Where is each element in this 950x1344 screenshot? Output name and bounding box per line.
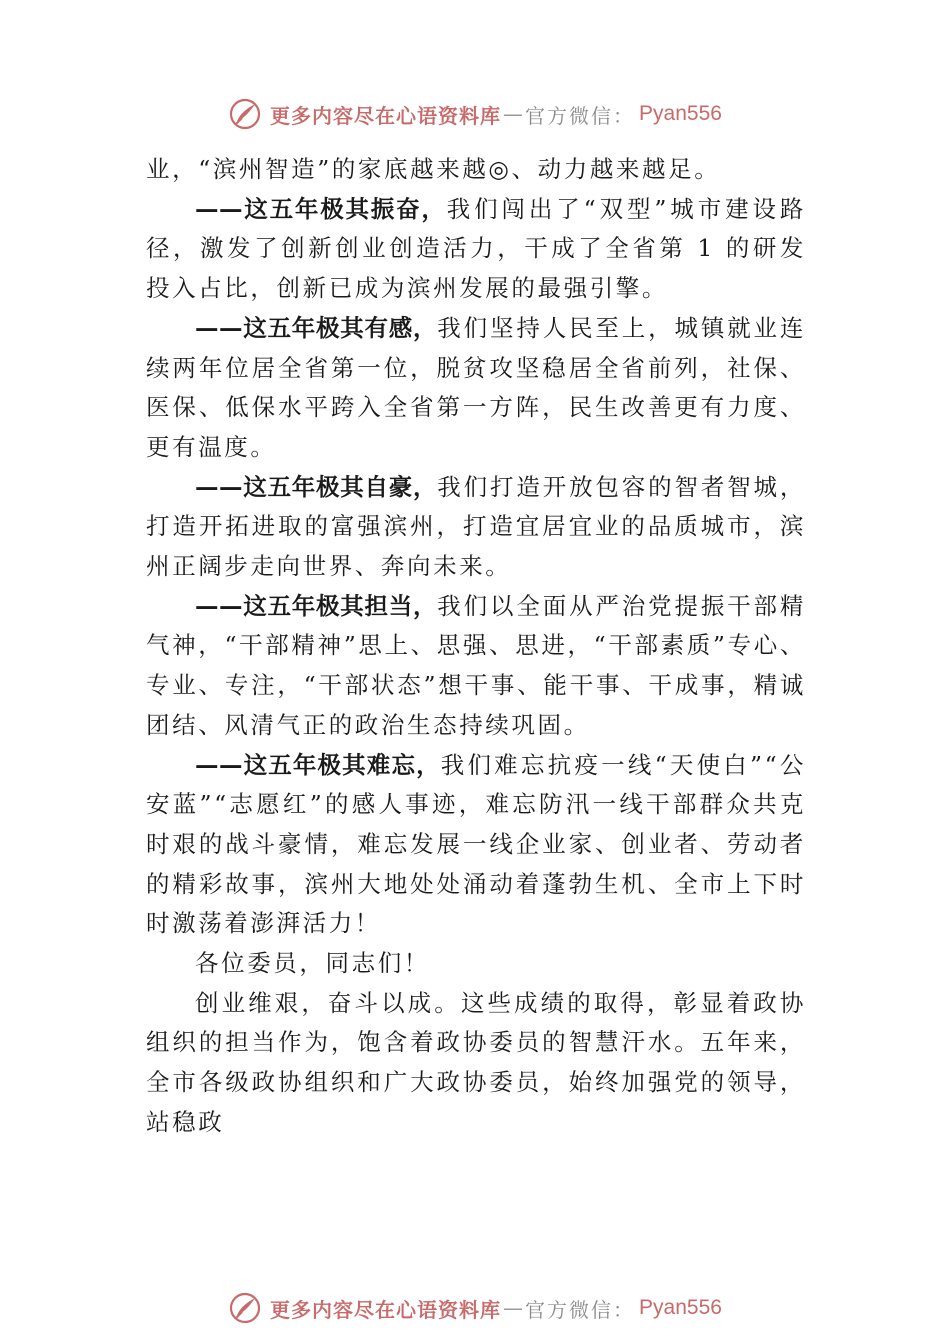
header-wechat-id: Pyan556	[639, 102, 722, 125]
header-banner	[0, 94, 950, 134]
document-body	[146, 150, 806, 1143]
paragraph-2-text: 我们闯出了“双型”城市建设路径，激发了创新创业创造活力，干成了全省第 1 的研发投入占比，创新已成为滨州发展的最强引擎。	[146, 194, 806, 303]
header-dash: —	[503, 102, 524, 126]
paragraph-6-lead: ——这五年极其难忘，	[195, 750, 441, 779]
paragraph-2	[146, 190, 806, 309]
paragraph-8	[146, 984, 806, 1143]
paragraph-1	[146, 150, 806, 190]
paragraph-5	[146, 587, 806, 746]
paragraph-3-lead: ——这五年极其有感，	[195, 313, 438, 342]
paragraph-6-text: 我们难忘抗疫一线“天使白”“公安蓝”“志愿红”的感人事迹，难忘防汛一线干部群众共克时艰的战斗豪情，难忘发展一线企业家、创业者、劳动者的精彩故事，滨州大地处处涌动着蓬勃生机、全市上下时时激荡着澎湃活力！	[146, 750, 807, 938]
paragraph-7-text: 各位委员，同志们！	[195, 949, 430, 978]
paragraph-4-lead: ——这五年极其自豪，	[195, 472, 438, 501]
paragraph-7	[146, 944, 806, 984]
paragraph-1-text: 业，“滨州智造”的家底越来越◎、动力越来越足。	[146, 155, 721, 183]
footer-wechat-id: Pyan556	[639, 1296, 722, 1319]
footer-wechat-label: 官方微信：	[525, 1297, 636, 1322]
paragraph-4	[146, 468, 806, 587]
quill-logo-icon	[228, 1291, 262, 1325]
paragraph-5-text: 我们以全面从严治党提振干部精气神，“干部精神”思上、思强、思进，“干部素质”专心、专业、专注，“干部状态”想干事、能干事、干成事，精诚团结、风清气正的政治生态持续巩固。	[146, 591, 807, 739]
paragraph-4-text: 我们打造开放包容的智者智城，打造开拓进取的富强滨州，打造宜居宜业的品质城市，滨州正阔步走向世界、奔向未来。	[146, 472, 807, 581]
header-site-text: 更多内容尽在心语资料库	[270, 103, 502, 128]
paragraph-3-text: 我们坚持人民至上，城镇就业连续两年位居全省第一位，脱贫攻坚稳居全省前列，社保、医保、低保水平跨入全省第一方阵，民生改善更有力度、更有温度。	[146, 313, 807, 461]
header-wechat-label: 官方微信：	[525, 103, 636, 128]
paragraph-6	[146, 746, 806, 945]
paragraph-5-lead: ——这五年极其担当，	[195, 591, 438, 620]
footer-site-text: 更多内容尽在心语资料库	[270, 1297, 502, 1322]
paragraph-3	[146, 309, 806, 468]
quill-logo-icon	[228, 97, 262, 131]
paragraph-8-text: 创业维艰，奋斗以成。这些成绩的取得，彰显着政协组织的担当作为，饱含着政协委员的智慧汗水。五年来，全市各级政协组织和广大政协委员，始终加强党的领导，站稳政	[146, 988, 806, 1136]
footer-banner	[0, 1288, 950, 1328]
footer-dash: —	[503, 1296, 524, 1320]
paragraph-2-lead: ——这五年极其振奋，	[195, 194, 447, 223]
